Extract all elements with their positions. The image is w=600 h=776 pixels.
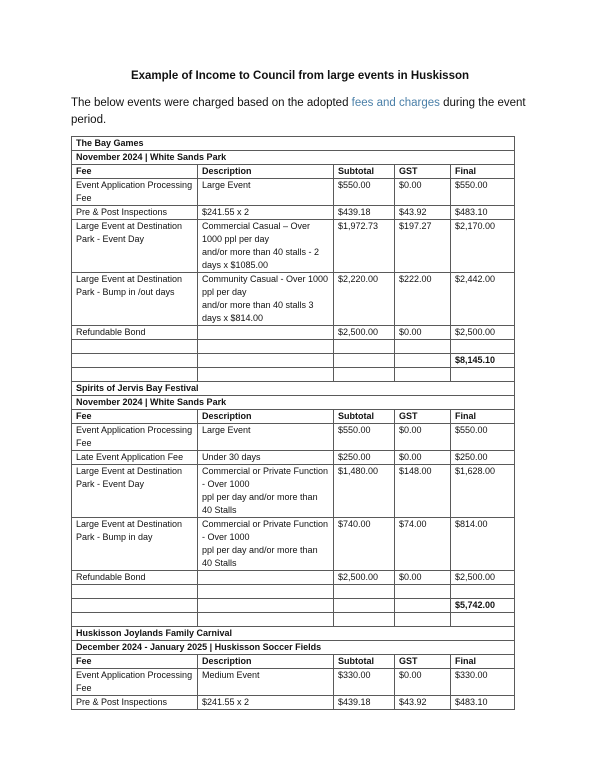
cell-final: $483.10 bbox=[451, 206, 515, 220]
cell-gst: $0.00 bbox=[395, 669, 451, 696]
empty-cell bbox=[72, 599, 198, 613]
cell-final: $550.00 bbox=[451, 179, 515, 206]
fees-and-charges-link[interactable]: fees and charges bbox=[351, 97, 440, 109]
table-row bbox=[72, 518, 515, 571]
column-header-description: Description bbox=[198, 655, 334, 669]
table-row bbox=[72, 424, 515, 451]
cell-subtotal: $330.00 bbox=[334, 669, 395, 696]
cell-gst: $222.00 bbox=[395, 273, 451, 326]
cell-final: $2,500.00 bbox=[451, 326, 515, 340]
table-row bbox=[72, 571, 515, 585]
event-period-row bbox=[72, 396, 515, 410]
table-row bbox=[72, 696, 515, 710]
table-row bbox=[72, 451, 515, 465]
event-name-row bbox=[72, 137, 515, 151]
event-name-row bbox=[72, 382, 515, 396]
cell-gst: $43.92 bbox=[395, 696, 451, 710]
cell-fee: Pre & Post Inspections bbox=[72, 206, 198, 220]
cell-final: $2,442.00 bbox=[451, 273, 515, 326]
empty-cell bbox=[451, 368, 515, 382]
empty-cell bbox=[451, 585, 515, 599]
column-header-fee: Fee bbox=[72, 655, 198, 669]
event-total: $5,742.00 bbox=[451, 599, 515, 613]
table-row bbox=[72, 669, 515, 696]
cell-gst: $197.27 bbox=[395, 220, 451, 273]
empty-cell bbox=[198, 613, 334, 627]
cell-description bbox=[198, 571, 334, 585]
spacer-row bbox=[72, 613, 515, 627]
empty-cell bbox=[198, 585, 334, 599]
empty-cell bbox=[72, 613, 198, 627]
event-period: November 2024 | White Sands Park bbox=[72, 151, 515, 165]
column-header-final: Final bbox=[451, 410, 515, 424]
empty-cell bbox=[198, 340, 334, 354]
cell-fee: Large Event at Destination Park - Bump in /out days bbox=[72, 273, 198, 326]
table-row bbox=[72, 179, 515, 206]
event-period-row bbox=[72, 641, 515, 655]
cell-description: $241.55 x 2 bbox=[198, 206, 334, 220]
table-row bbox=[72, 220, 515, 273]
cell-final: $330.00 bbox=[451, 669, 515, 696]
empty-cell bbox=[395, 599, 451, 613]
cell-fee: Refundable Bond bbox=[72, 571, 198, 585]
empty-cell bbox=[451, 613, 515, 627]
cell-fee: Large Event at Destination Park - Event Day bbox=[72, 465, 198, 518]
cell-fee: Event Application Processing Fee bbox=[72, 424, 198, 451]
cell-subtotal: $250.00 bbox=[334, 451, 395, 465]
cell-description: Commercial or Private Function - Over 1000 ppl per day and/or more than 40 Stalls bbox=[198, 465, 334, 518]
intro-text-start: The below events were charged based on the adopted bbox=[71, 97, 352, 109]
cell-description: Large Event bbox=[198, 424, 334, 451]
cell-gst: $74.00 bbox=[395, 518, 451, 571]
event-period: December 2024 - January 2025 | Huskisson Soccer Fields bbox=[72, 641, 515, 655]
event-name: The Bay Games bbox=[72, 137, 515, 151]
cell-subtotal: $2,500.00 bbox=[334, 571, 395, 585]
empty-cell bbox=[72, 354, 198, 368]
cell-description: Under 30 days bbox=[198, 451, 334, 465]
cell-subtotal: $550.00 bbox=[334, 424, 395, 451]
cell-description: $241.55 x 2 bbox=[198, 696, 334, 710]
table-row bbox=[72, 465, 515, 518]
cell-final: $814.00 bbox=[451, 518, 515, 571]
cell-final: $2,500.00 bbox=[451, 571, 515, 585]
event-period-row bbox=[72, 151, 515, 165]
cell-fee: Pre & Post Inspections bbox=[72, 696, 198, 710]
total-row bbox=[72, 599, 515, 613]
empty-cell bbox=[198, 599, 334, 613]
column-header-description: Description bbox=[198, 410, 334, 424]
column-header-subtotal: Subtotal bbox=[334, 410, 395, 424]
column-header-final: Final bbox=[451, 165, 515, 179]
cell-subtotal: $550.00 bbox=[334, 179, 395, 206]
cell-final: $250.00 bbox=[451, 451, 515, 465]
spacer-row bbox=[72, 340, 515, 354]
column-header-fee: Fee bbox=[72, 410, 198, 424]
empty-cell bbox=[334, 340, 395, 354]
cell-subtotal: $740.00 bbox=[334, 518, 395, 571]
cell-subtotal: $439.18 bbox=[334, 206, 395, 220]
cell-gst: $0.00 bbox=[395, 451, 451, 465]
spacer-row bbox=[72, 585, 515, 599]
cell-subtotal: $2,220.00 bbox=[334, 273, 395, 326]
event-total: $8,145.10 bbox=[451, 354, 515, 368]
cell-subtotal: $439.18 bbox=[334, 696, 395, 710]
empty-cell bbox=[198, 368, 334, 382]
empty-cell bbox=[395, 585, 451, 599]
intro-paragraph bbox=[71, 95, 531, 129]
cell-fee: Event Application Processing Fee bbox=[72, 669, 198, 696]
column-header-gst: GST bbox=[395, 165, 451, 179]
cell-gst: $148.00 bbox=[395, 465, 451, 518]
cell-gst: $0.00 bbox=[395, 424, 451, 451]
event-name: Spirits of Jervis Bay Festival bbox=[72, 382, 515, 396]
fees-table bbox=[71, 136, 515, 710]
empty-cell bbox=[72, 585, 198, 599]
column-header-gst: GST bbox=[395, 655, 451, 669]
empty-cell bbox=[334, 354, 395, 368]
empty-cell bbox=[395, 354, 451, 368]
cell-fee: Large Event at Destination Park - Event Day bbox=[72, 220, 198, 273]
cell-description: Commercial or Private Function - Over 1000 ppl per day and/or more than 40 Stalls bbox=[198, 518, 334, 571]
cell-subtotal: $2,500.00 bbox=[334, 326, 395, 340]
column-header-final: Final bbox=[451, 655, 515, 669]
spacer-row bbox=[72, 368, 515, 382]
cell-subtotal: $1,972.73 bbox=[334, 220, 395, 273]
cell-fee: Late Event Application Fee bbox=[72, 451, 198, 465]
cell-gst: $43.92 bbox=[395, 206, 451, 220]
cell-subtotal: $1,480.00 bbox=[334, 465, 395, 518]
table-header-row bbox=[72, 165, 515, 179]
table-row bbox=[72, 326, 515, 340]
table-header-row bbox=[72, 655, 515, 669]
cell-gst: $0.00 bbox=[395, 179, 451, 206]
empty-cell bbox=[395, 613, 451, 627]
column-header-gst: GST bbox=[395, 410, 451, 424]
event-name: Huskisson Joylands Family Carnival bbox=[72, 627, 515, 641]
table-row bbox=[72, 206, 515, 220]
event-name-row bbox=[72, 627, 515, 641]
cell-gst: $0.00 bbox=[395, 571, 451, 585]
fees-table-body bbox=[72, 137, 515, 710]
cell-final: $1,628.00 bbox=[451, 465, 515, 518]
empty-cell bbox=[451, 340, 515, 354]
empty-cell bbox=[334, 613, 395, 627]
cell-description: Large Event bbox=[198, 179, 334, 206]
column-header-subtotal: Subtotal bbox=[334, 655, 395, 669]
empty-cell bbox=[334, 599, 395, 613]
cell-description: Commercial Casual – Over 1000 ppl per day and/or more than 40 stalls - 2 days x $1085.00 bbox=[198, 220, 334, 273]
empty-cell bbox=[334, 368, 395, 382]
total-row bbox=[72, 354, 515, 368]
cell-fee: Event Application Processing Fee bbox=[72, 179, 198, 206]
column-header-description: Description bbox=[198, 165, 334, 179]
cell-fee: Refundable Bond bbox=[72, 326, 198, 340]
table-row bbox=[72, 273, 515, 326]
intro-text-end: during the event period. bbox=[71, 97, 526, 126]
cell-gst: $0.00 bbox=[395, 326, 451, 340]
cell-description: Community Casual - Over 1000 ppl per day and/or more than 40 stalls 3 days x $814.00 bbox=[198, 273, 334, 326]
cell-fee: Large Event at Destination Park - Bump in day bbox=[72, 518, 198, 571]
empty-cell bbox=[72, 368, 198, 382]
empty-cell bbox=[334, 585, 395, 599]
empty-cell bbox=[198, 354, 334, 368]
cell-final: $483.10 bbox=[451, 696, 515, 710]
column-header-subtotal: Subtotal bbox=[334, 165, 395, 179]
cell-description bbox=[198, 326, 334, 340]
event-period: November 2024 | White Sands Park bbox=[72, 396, 515, 410]
cell-final: $550.00 bbox=[451, 424, 515, 451]
cell-final: $2,170.00 bbox=[451, 220, 515, 273]
empty-cell bbox=[395, 340, 451, 354]
table-header-row bbox=[72, 410, 515, 424]
empty-cell bbox=[72, 340, 198, 354]
page-title: Example of Income to Council from large events in Huskisson bbox=[130, 70, 470, 82]
column-header-fee: Fee bbox=[72, 165, 198, 179]
cell-description: Medium Event bbox=[198, 669, 334, 696]
empty-cell bbox=[395, 368, 451, 382]
